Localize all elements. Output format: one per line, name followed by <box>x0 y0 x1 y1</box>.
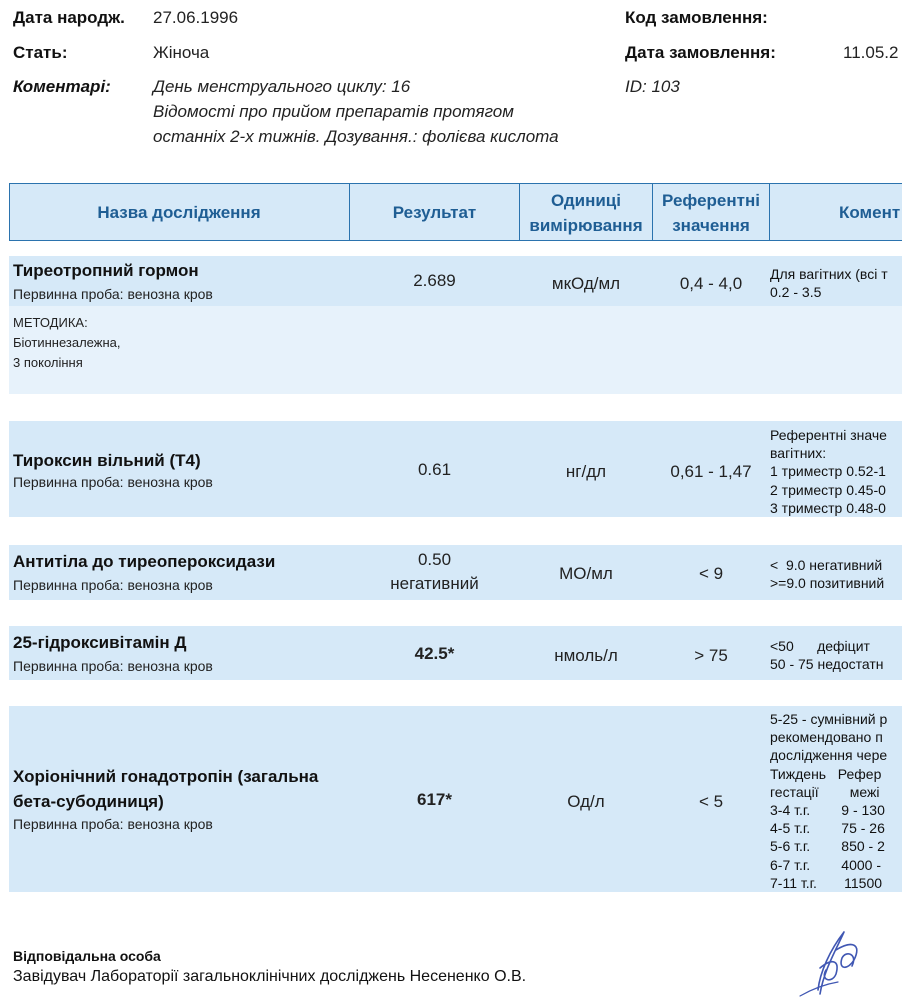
sample-type: Первинна проба: венозна кров <box>13 816 213 832</box>
comments-line-3: останніх 2-х тижнів. Дозування.: фолієва кислота <box>153 127 559 146</box>
order-date-label: Дата замовлення: <box>625 43 776 62</box>
sex-label: Стать: <box>13 43 68 62</box>
header-name: Назва дослідження <box>97 203 261 222</box>
sample-type: Первинна проба: венозна кров <box>13 286 213 302</box>
result-value: 42.5* <box>414 644 455 663</box>
header-units-line2: вимірювання <box>529 216 643 235</box>
method-line-3: 3 покоління <box>13 355 83 370</box>
dob-label: Дата народж. <box>13 8 125 27</box>
result-qualifier: негативний <box>390 574 479 593</box>
comment-text: Для вагітних (всі т 0.2 - 3.5 <box>770 266 888 301</box>
test-name: 25-гідроксивітамін Д <box>13 633 187 652</box>
comment-text: Референтні значе вагітних: 1 триместр 0.52-1 2 триместр 0.45-0 3 триместр 0.48-0 <box>770 427 887 516</box>
ref-value: < 9 <box>698 564 724 583</box>
units-value: нмоль/л <box>554 646 618 665</box>
comments-line-2: Відомості про прийом препаратів протягом <box>153 102 514 121</box>
responsible-person: Завідувач Лабораторії загальноклінічних досліджень Несененко О.В. <box>13 968 527 985</box>
sample-type: Первинна проба: венозна кров <box>13 577 213 593</box>
method-line-2: Біотиннезалежна, <box>13 335 121 350</box>
method-band <box>9 306 902 394</box>
header-comment: Комент <box>839 203 901 222</box>
signature-icon <box>780 910 890 1000</box>
units-value: нг/дл <box>565 462 607 481</box>
test-name: Тиреотропний гормон <box>13 261 199 280</box>
units-value: МО/мл <box>559 564 613 583</box>
ref-value: 0,61 - 1,47 <box>670 462 752 481</box>
units-value: мкОд/мл <box>551 274 621 293</box>
test-name-line1: Хоріонічний гонадотропін (загальна <box>13 767 319 786</box>
result-value: 2.689 <box>413 271 456 290</box>
result-value: 617* <box>417 790 452 809</box>
method-line-1: МЕТОДИКА: <box>13 315 88 330</box>
comments-line-1: День менструального циклу: 16 <box>153 77 411 96</box>
comment-text: <50 дефіцит 50 - 75 недостатн <box>770 638 884 673</box>
test-name: Тироксин вільний (Т4) <box>13 451 201 470</box>
sex-value: Жіноча <box>153 43 210 62</box>
result-value: 0.50 <box>417 550 452 569</box>
dob-value: 27.06.1996 <box>153 8 239 27</box>
order-date-value: 11.05.2 <box>843 43 899 62</box>
order-code-label: Код замовлення: <box>625 8 768 27</box>
ref-value: > 75 <box>694 646 728 665</box>
header-ref-line2: значення <box>672 216 750 235</box>
comment-text: < 9.0 негативний >=9.0 позитивний <box>770 557 885 592</box>
responsible-label: Відповідальна особа <box>13 948 161 964</box>
header-units-line1: Одиниці <box>551 191 621 210</box>
test-name-line2: бета-субодиниця) <box>13 792 164 811</box>
sample-type: Первинна проба: венозна кров <box>13 474 213 490</box>
sample-type: Первинна проба: венозна кров <box>13 658 213 674</box>
header-result: Результат <box>392 203 477 222</box>
header-divider <box>769 183 770 241</box>
comments-label: Коментарі: <box>13 77 111 96</box>
result-value: 0.61 <box>417 460 452 479</box>
ref-value: 0,4 - 4,0 <box>679 274 743 293</box>
ref-value: < 5 <box>698 792 724 811</box>
header-ref-line1: Референтні <box>662 191 760 210</box>
comment-text: 5-25 - сумнівний р рекомендовано п дослідження чере Тиждень Рефер гестації межі 3-4 т.г. 9 - 130 4-5 т.г. 75 - 26 5-6 т.г. 850 - 2 6-7 т.г. 4000 - 7-11 т.г. 11500 <box>770 711 888 891</box>
units-value: Од/л <box>567 792 605 811</box>
test-name: Антитіла до тиреопероксидази <box>13 552 276 571</box>
order-id: ID: 103 <box>625 77 680 96</box>
